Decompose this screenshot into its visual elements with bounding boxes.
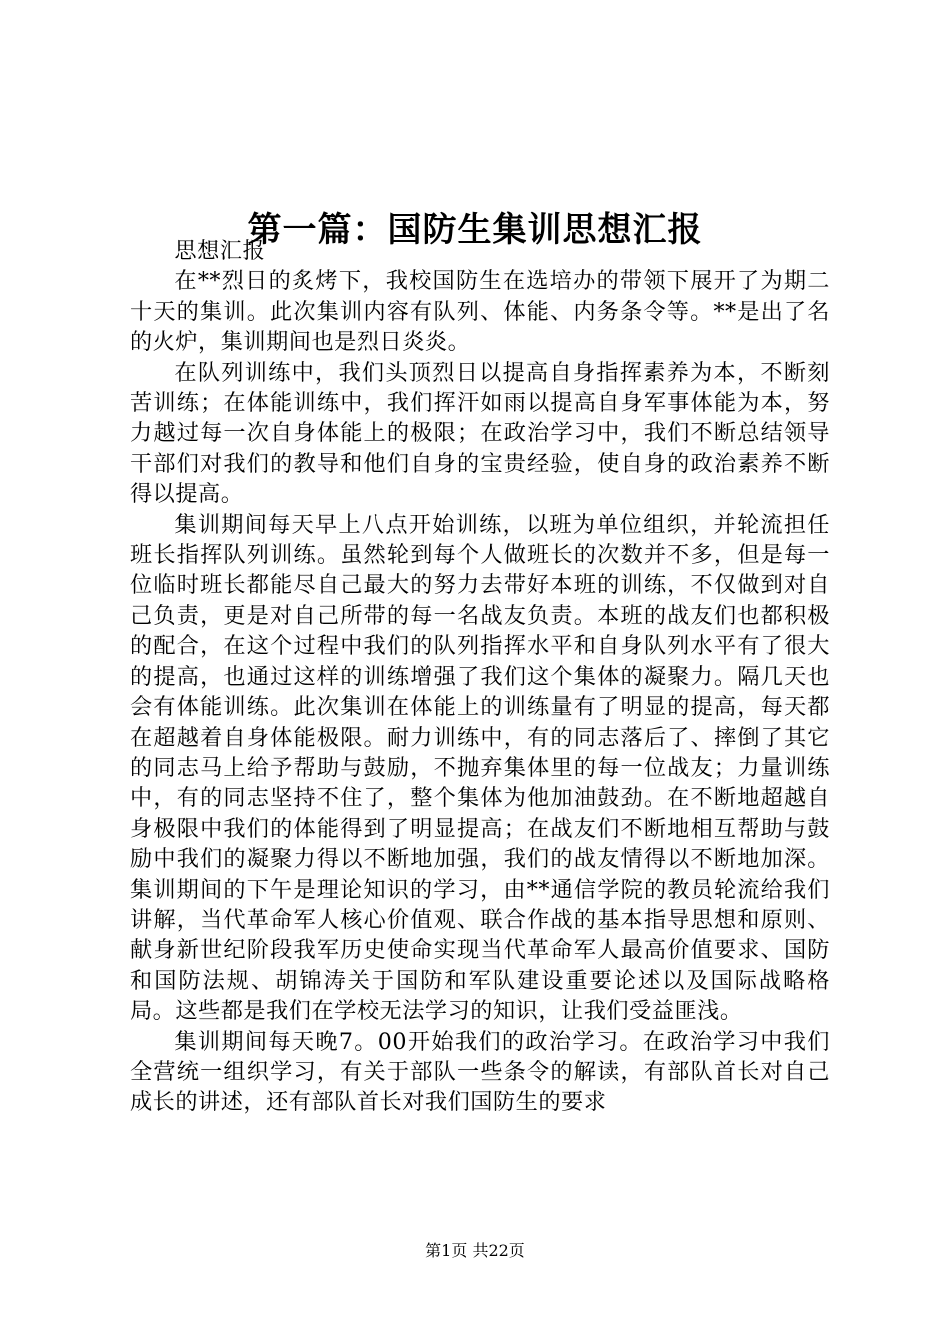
document-body — [130, 236, 830, 1118]
document-title: 第一篇：国防生集训思想汇报 — [247, 209, 703, 250]
paragraph: 在**烈日的炙烤下，我校国防生在选培办的带领下展开了为期二十天的集训。此次集训内容有队列、体能、内务条令等。**是出了名的火炉，集训期间也是烈日炎炎。 — [130, 268, 830, 356]
paragraph-heading: 思想汇报 — [174, 238, 266, 264]
paragraph: 在队列训练中，我们头顶烈日以提高自身指挥素养为本，不断刻苦训练；在体能训练中，我们挥汗如雨以提高自身军事体能为本，努力越过每一次自身体能上的极限；在政治学习中，我们不断总结领导干部们对我们的教导和他们自身的宝贵经验，使自身的政治素养不断得以提高。 — [130, 359, 830, 508]
paragraph: 集训期间每天晚7。00开始我们的政治学习。在政治学习中我们全营统一组织学习，有关于部队一些条令的解读，有部队首长对自己成长的讲述，还有部队首长对我们国防生的要求 — [130, 1028, 830, 1116]
page-number-footer: 第1页 共22页 — [425, 1241, 525, 1260]
paragraph: 集训期间每天早上八点开始训练，以班为单位组织，并轮流担任班长指挥队列训练。虽然轮到每个人做班长的次数并不多，但是每一位临时班长都能尽自己最大的努力去带好本班的训练，不仅做到对自己负责，更是对自己所带的每一名战友负责。本班的战友们也都积极的配合，在这个过程中我们的队列指挥水平和自身队列水平有了很大的提高，也通过这样的训练增强了我们这个集体的凝聚力。隔几天也会有体能训练。此次集训在体能上的训练量有了明显的提高，每天都在超越着自身体能极限。耐力训练中，有的同志落后了、摔倒了其它的同志马上给予帮助与鼓励，不抛弃集体里的每一位战友；力量训练中，有的同志坚持不住了，整个集体为他加油鼓劲。在不断地超越自身极限中我们的体能得到了明显提高；在战友们不断地相互帮助与鼓励中我们的凝聚力得以不断地加强，我们的战友情得以不断地加深。集训期间的下午是理论知识的学习，由**通信学院的教员轮流给我们讲解，当代革命军人核心价值观、联合作战的基本指导思想和原则、献身新世纪阶段我军历史使命实现当代革命军人最高价值要求、国防和国防法规、胡锦涛关于国防和军队建设重要论述以及国际战略格局。这些都是我们在学校无法学习的知识，让我们受益匪浅。 — [130, 511, 830, 1025]
